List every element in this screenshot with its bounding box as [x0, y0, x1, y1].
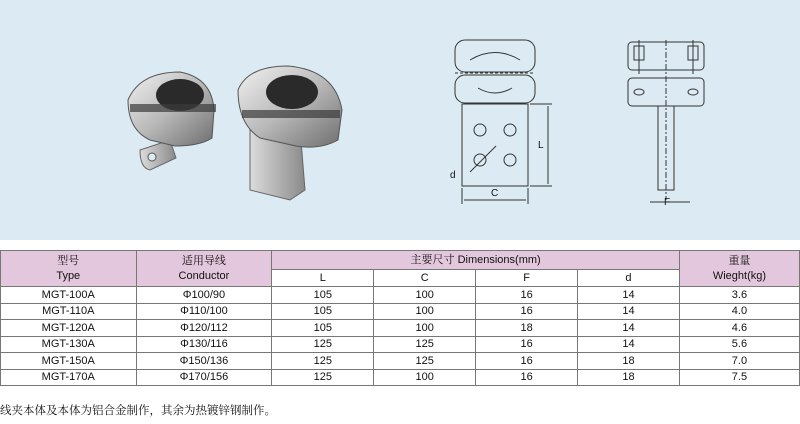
table-row — [1, 336, 800, 353]
cell-type: MGT-130A — [1, 336, 137, 353]
cell-type: MGT-110A — [1, 303, 137, 320]
cell-l: 105 — [272, 303, 374, 320]
subheader-d: d — [578, 270, 680, 287]
cell-weight: 4.0 — [679, 303, 799, 320]
cell-conductor: Φ110/100 — [136, 303, 272, 320]
cell-f: 16 — [476, 353, 578, 370]
cell-f: 18 — [476, 320, 578, 337]
cell-conductor: Φ150/136 — [136, 353, 272, 370]
cell-weight: 4.6 — [679, 320, 799, 337]
cell-l: 105 — [272, 287, 374, 304]
cell-weight: 7.5 — [679, 369, 799, 386]
header-dimensions: 主要尺寸 Dimensions(mm) — [272, 251, 680, 270]
cell-d: 14 — [578, 287, 680, 304]
cell-weight: 5.6 — [679, 336, 799, 353]
cell-c: 100 — [374, 287, 476, 304]
cell-conductor: Φ170/156 — [136, 369, 272, 386]
cell-c: 125 — [374, 336, 476, 353]
cell-d: 14 — [578, 303, 680, 320]
cell-type: MGT-170A — [1, 369, 137, 386]
cell-c: 100 — [374, 369, 476, 386]
table-row — [1, 303, 800, 320]
cell-f: 16 — [476, 369, 578, 386]
cell-type: MGT-150A — [1, 353, 137, 370]
cell-f: 16 — [476, 287, 578, 304]
spec-table — [0, 250, 800, 386]
cell-type: MGT-100A — [1, 287, 137, 304]
subheader-f: F — [476, 270, 578, 287]
cell-c: 100 — [374, 320, 476, 337]
cell-weight: 3.6 — [679, 287, 799, 304]
cell-l: 105 — [272, 320, 374, 337]
subheader-c: C — [374, 270, 476, 287]
dimension-label-l: L — [538, 140, 544, 151]
cell-conductor: Φ100/90 — [136, 287, 272, 304]
cell-conductor: Φ120/112 — [136, 320, 272, 337]
cell-c: 125 — [374, 353, 476, 370]
cell-d: 18 — [578, 353, 680, 370]
material-note: 线夹本体及本体为铝合金制作，其余为热镀锌钢制作。 — [0, 403, 276, 417]
cell-f: 16 — [476, 336, 578, 353]
subheader-l: L — [272, 270, 374, 287]
dimension-label-c: C — [491, 188, 499, 199]
table-row — [1, 369, 800, 386]
header-weight: 重量 Wieght(kg) — [679, 251, 799, 287]
cell-d: 14 — [578, 336, 680, 353]
cell-type: MGT-120A — [1, 320, 137, 337]
dimension-label-f: F — [664, 197, 671, 208]
cell-l: 125 — [272, 336, 374, 353]
table-row — [1, 320, 800, 337]
cell-d: 14 — [578, 320, 680, 337]
cell-d: 18 — [578, 369, 680, 386]
cell-conductor: Φ130/116 — [136, 336, 272, 353]
cell-c: 100 — [374, 303, 476, 320]
table-row — [1, 287, 800, 304]
cell-l: 125 — [272, 353, 374, 370]
cell-l: 125 — [272, 369, 374, 386]
cell-f: 16 — [476, 303, 578, 320]
header-conductor: 适用导线 Conductor — [136, 251, 272, 287]
header-type: 型号 Type — [1, 251, 137, 287]
dimension-label-d: d — [450, 170, 456, 181]
cell-weight: 7.0 — [679, 353, 799, 370]
table-row — [1, 353, 800, 370]
